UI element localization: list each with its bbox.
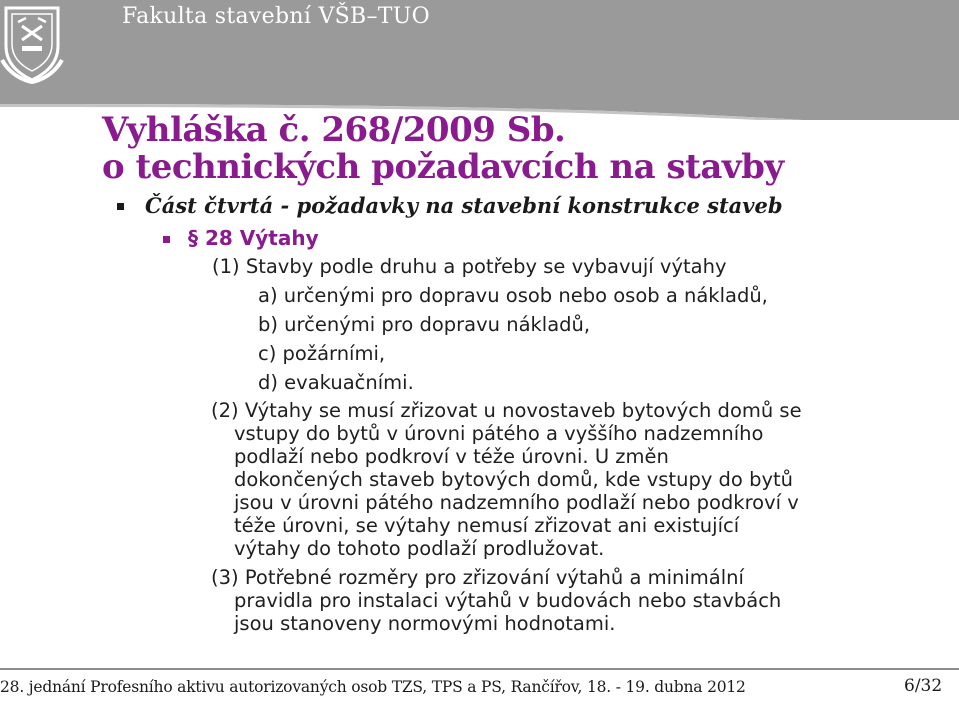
bullet-level-1: [145, 193, 783, 218]
bullet-level-2: [188, 226, 319, 250]
page-number: 6/32: [904, 676, 943, 696]
square-bullet-icon: [117, 203, 124, 210]
bullet-level-2-text: § 28 Výtahy: [188, 226, 319, 250]
item-3-paragraph: [211, 566, 781, 635]
bullet-level-1-text: Část čtvrtá - požadavky na stavební konstrukce staveb: [145, 193, 783, 218]
faculty-shield-logo-icon: [0, 0, 64, 84]
item-1-c: c) požárními,: [258, 342, 386, 365]
item-2-line: jsou v úrovni pátého nadzemního podlaží nebo podkroví v: [234, 491, 799, 514]
item-2-line: téže úrovni, se výtahy nemusí zřizovat ani existující: [234, 514, 740, 537]
item-1-b: b) určenými pro dopravu nákladů,: [258, 313, 591, 336]
item-2-line: výtahy do tohoto podlaží prodlužovat.: [234, 537, 605, 560]
item-3-line: pravidla pro instalaci výtahů v budovách nebo stavbách: [234, 589, 782, 612]
item-1-d: d) evakuačními.: [258, 371, 414, 394]
footer-divider: [0, 668, 959, 670]
slide-title-line-2: o technických požadavcích na stavby: [102, 147, 784, 187]
footer-text: 28. jednání Profesního aktivu autorizovaných osob TZS, TPS a PS, Rančířov, 18. - 19. dubna 2012: [0, 678, 746, 696]
item-2-line: vstupy do bytů v úrovni pátého a vyššího nadzemního: [234, 422, 764, 445]
square-bullet-icon: [163, 236, 170, 243]
item-3-line: (3) Potřebné rozměry pro zřizování výtahů a minimální: [211, 566, 744, 589]
item-2-line: dokončených staveb bytových domů, kde vstupy do bytů: [234, 468, 793, 491]
item-2-line: (2) Výtahy se musí zřizovat u novostaveb bytových domů se: [211, 399, 802, 422]
item-1-intro: (1) Stavby podle druhu a potřeby se vybavují výtahy: [212, 255, 727, 278]
slide-header: [0, 0, 959, 120]
faculty-name: Fakulta stavební VŠB–TUO: [122, 4, 430, 29]
slide-title-line-1: Vyhláška č. 268/2009 Sb.: [102, 110, 566, 150]
item-2-line: podlaží nebo podkroví v téže úrovni. U změn: [234, 445, 669, 468]
item-2-paragraph: [211, 399, 802, 560]
item-3-line: jsou stanoveny normovými hodnotami.: [234, 612, 616, 635]
item-1-a: a) určenými pro dopravu osob nebo osob a nákladů,: [258, 284, 768, 307]
